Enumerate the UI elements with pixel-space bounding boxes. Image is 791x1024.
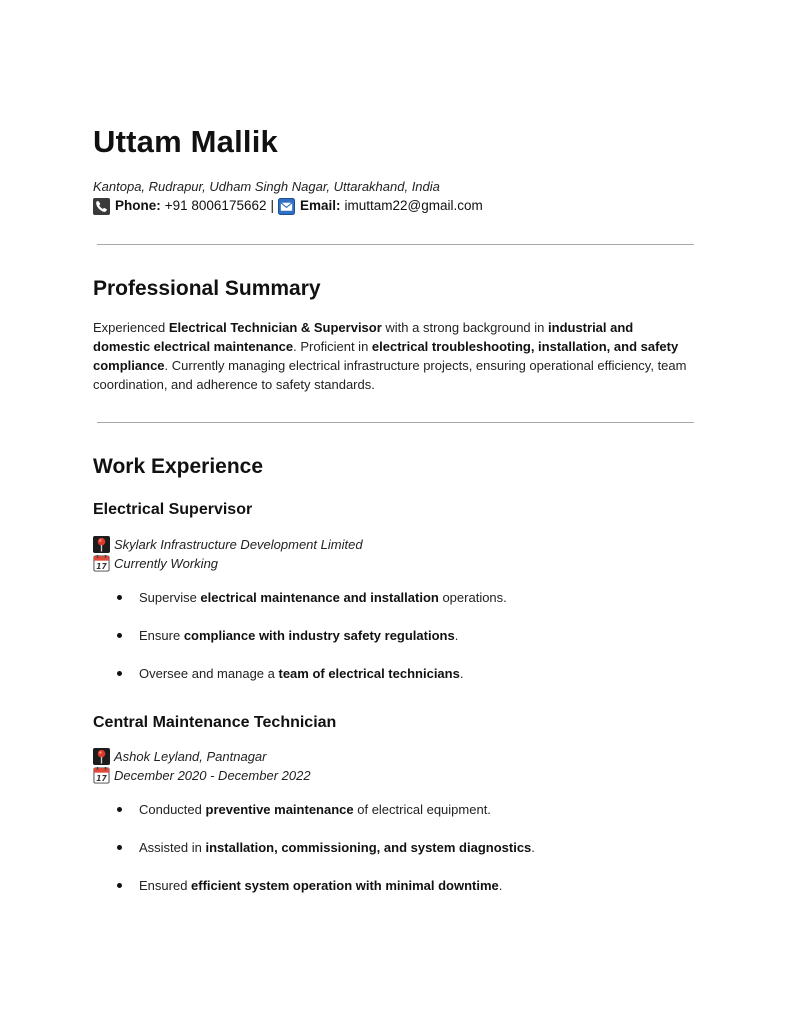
summary-highlight: Electrical Technician & Supervisor xyxy=(168,320,382,335)
resume-page xyxy=(93,122,697,914)
phone-number[interactable]: +91 8006175662 xyxy=(164,198,267,213)
summary-text-run: Experienced xyxy=(93,320,169,335)
contact-line xyxy=(93,196,697,216)
email-label: Email: xyxy=(300,198,341,213)
summary-text-run: with a strong background in xyxy=(381,320,549,335)
email-address[interactable]: imuttam22@gmail.com xyxy=(344,198,483,213)
list-item: Oversee and manage a team of electrical technicians. xyxy=(93,664,697,702)
summary-highlight: industrial and domestic electrical maintenance xyxy=(93,320,634,354)
section-divider xyxy=(97,422,694,423)
phone-label: Phone: xyxy=(115,198,161,213)
list-item: Assisted in installation, commissioning, and system diagnostics. xyxy=(93,838,697,876)
professional-summary-text xyxy=(93,318,691,394)
summary-text-run: . Currently managing electrical infrastructure projects, ensuring operational efficiency, team coordination, and adherence to safety standards. xyxy=(93,358,687,392)
address-line: Kantopa, Rudrapur, Udham Singh Nagar, Uttarakhand, India xyxy=(93,179,440,194)
contact-separator: | xyxy=(270,198,274,213)
job-title: Electrical Supervisor xyxy=(93,501,253,518)
job-period xyxy=(93,766,697,785)
job-company xyxy=(93,535,697,554)
job-period xyxy=(93,554,697,573)
list-item: Conducted preventive maintenance of electrical equipment. xyxy=(93,800,697,838)
company-name: Ashok Leyland, Pantnagar xyxy=(114,749,267,764)
work-experience-heading: Work Experience xyxy=(93,455,264,478)
summary-highlight: electrical troubleshooting, installation, and safety compliance xyxy=(93,339,679,373)
svg-text:17: 17 xyxy=(96,562,107,572)
job-title: Central Maintenance Technician xyxy=(93,714,337,731)
calendar-icon xyxy=(93,767,110,784)
telephone-receiver-icon xyxy=(93,198,110,215)
round-pushpin-icon xyxy=(93,536,110,553)
email-envelope-icon xyxy=(278,198,295,215)
list-item: Supervise electrical maintenance and installation operations. xyxy=(93,588,697,626)
company-name: Skylark Infrastructure Development Limited xyxy=(114,537,363,552)
job-company xyxy=(93,747,697,766)
job-responsibilities-list xyxy=(93,800,697,914)
list-item: Ensured efficient system operation with minimal downtime. xyxy=(93,876,697,914)
period-text: December 2020 - December 2022 xyxy=(114,768,311,783)
section-divider xyxy=(97,244,694,245)
svg-text:17: 17 xyxy=(96,774,107,784)
job-entry xyxy=(93,499,697,702)
summary-text-run: . Proficient in xyxy=(293,339,372,354)
candidate-name: Uttam Mallik xyxy=(93,124,278,159)
list-item: Ensure compliance with industry safety regulations. xyxy=(93,626,697,664)
professional-summary-heading: Professional Summary xyxy=(93,277,321,300)
job-entry xyxy=(93,712,697,914)
calendar-icon xyxy=(93,555,110,572)
round-pushpin-icon xyxy=(93,748,110,765)
period-text: Currently Working xyxy=(114,556,219,571)
job-responsibilities-list xyxy=(93,588,697,702)
